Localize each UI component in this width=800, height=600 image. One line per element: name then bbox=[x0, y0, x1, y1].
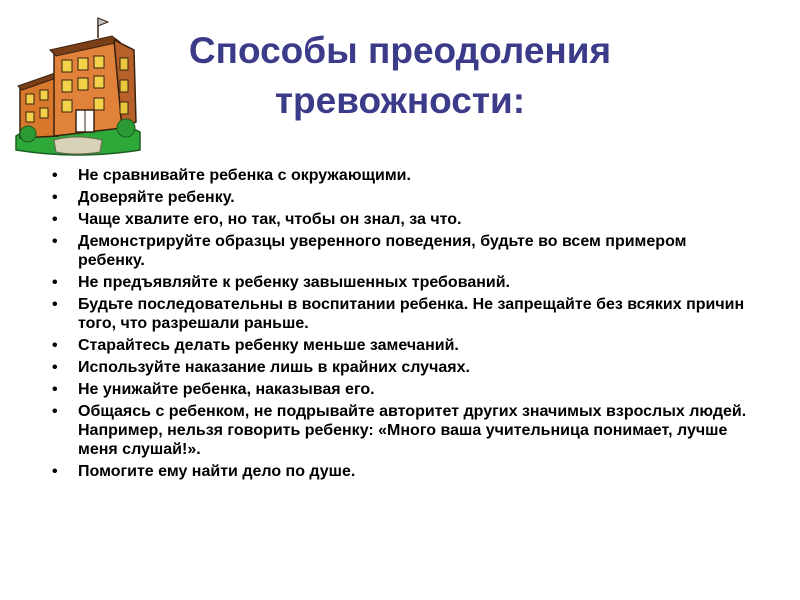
list-item bbox=[52, 166, 752, 185]
bullet-dot-icon: • bbox=[52, 337, 58, 354]
list-item-text: Демонстрируйте образцы уверенного поведения, будьте во всем примером ребенку. bbox=[78, 233, 687, 269]
bullet-dot-icon: • bbox=[52, 167, 58, 184]
list-item-text: Старайтесь делать ребенку меньше замечаний. bbox=[78, 337, 459, 354]
list-item-text: Не предъявляйте к ребенку завышенных требований. bbox=[78, 274, 510, 291]
bullet-dot-icon: • bbox=[52, 274, 58, 291]
bullet-dot-icon: • bbox=[52, 463, 58, 480]
list-item-text: Будьте последовательны в воспитании ребенка. Не запрещайте без всяких причин того, что разрешали раньше. bbox=[78, 296, 745, 332]
bullet-dot-icon: • bbox=[52, 359, 58, 376]
list-item bbox=[52, 380, 752, 399]
bullet-dot-icon: • bbox=[52, 403, 58, 420]
list-item bbox=[52, 402, 752, 459]
list-item bbox=[52, 462, 752, 481]
bullet-dot-icon: • bbox=[52, 381, 58, 398]
list-item bbox=[52, 336, 752, 355]
list-item bbox=[52, 188, 752, 207]
list-item bbox=[52, 210, 752, 229]
list-item bbox=[52, 358, 752, 377]
slide-title bbox=[150, 26, 650, 126]
advice-bullet-list bbox=[52, 166, 752, 484]
school-building-icon bbox=[14, 14, 142, 156]
list-item-text: Используйте наказание лишь в крайних случаях. bbox=[78, 359, 470, 376]
bullet-dot-icon: • bbox=[52, 233, 58, 250]
bullet-dot-icon: • bbox=[52, 189, 58, 206]
bullet-dot-icon: • bbox=[52, 296, 58, 313]
list-item-text: Доверяйте ребенку. bbox=[78, 189, 235, 206]
list-item-text: Не унижайте ребенка, наказывая его. bbox=[78, 381, 375, 398]
list-item bbox=[52, 232, 752, 270]
bullet-dot-icon: • bbox=[52, 211, 58, 228]
slide-title-line-2: тревожности: bbox=[274, 80, 526, 121]
list-item-text: Общаясь с ребенком, не подрывайте авторитет других значимых взрослых людей. Например, нельзя говорить ребенку: «Много ваша учительница понимает, лучше меня слушай!». bbox=[78, 403, 747, 458]
slide-title-line-1: Способы преодоления bbox=[188, 30, 612, 71]
list-item-text: Чаще хвалите его, но так, чтобы он знал, за что. bbox=[78, 211, 462, 228]
list-item-text: Не сравнивайте ребенка с окружающими. bbox=[78, 167, 411, 184]
list-item bbox=[52, 273, 752, 292]
list-item bbox=[52, 295, 752, 333]
list-item-text: Помогите ему найти дело по душе. bbox=[78, 463, 356, 480]
